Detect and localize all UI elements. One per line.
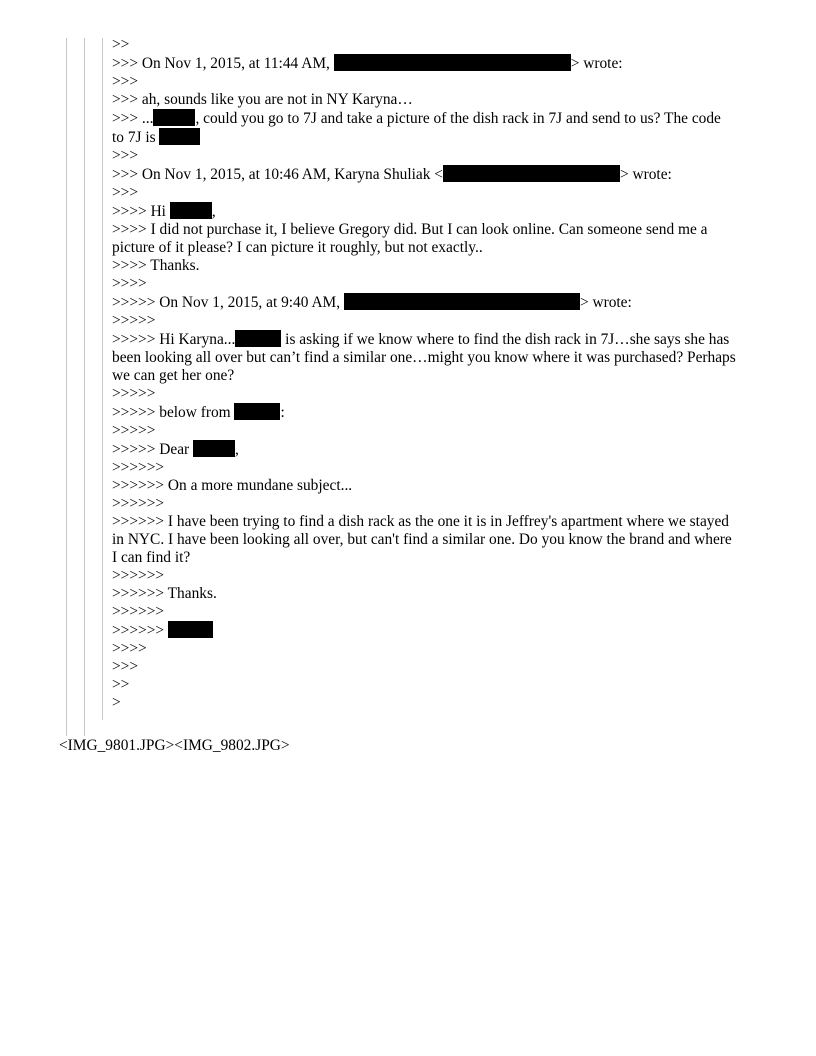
- redaction-box: [334, 54, 571, 71]
- reply-header-suffix: > wrote:: [570, 55, 623, 72]
- reply-header-prefix: >>> On Nov 1, 2015, at 10:46 AM, Karyna Shuliak <: [112, 166, 443, 183]
- reply-header-prefix: >>> On Nov 1, 2015, at 11:44 AM,: [112, 55, 334, 72]
- message-line: [112, 109, 736, 147]
- greeting-suffix: ,: [211, 203, 216, 220]
- redaction-box: [170, 202, 212, 219]
- message-text: , could you go to 7J and take a picture of the dish rack in 7J and send to us? The code to 7J is: [112, 110, 721, 146]
- attachment-list[interactable]: <IMG_9801.JPG><IMG_9802.JPG>: [59, 737, 290, 754]
- message-line: [112, 330, 736, 385]
- redaction-box: [193, 440, 235, 457]
- message-prefix: >>>>> below from: [112, 404, 235, 421]
- redaction-box: [153, 109, 195, 126]
- message-prefix: >>> ...: [112, 110, 154, 127]
- redaction-box: [443, 165, 620, 182]
- reply-header-suffix: > wrote:: [619, 166, 672, 183]
- quote-level-bar: [66, 38, 67, 736]
- message-line: [112, 440, 736, 459]
- quote-line: >>>>>>: [112, 495, 165, 512]
- quote-level-bar: [84, 38, 85, 736]
- reply-header-prefix: >>>>> On Nov 1, 2015, at 9:40 AM,: [112, 294, 344, 311]
- quote-line: >>>>>: [112, 385, 156, 402]
- message-line: >>> ah, sounds like you are not in NY Karyna…: [112, 91, 413, 108]
- message-text: is asking if we know where to find the dish rack in 7J…she says she has been looking all over but can’t find a similar one…might you know where it was purchased? Perhaps we can get her one?: [112, 331, 736, 384]
- reply-header-line: [112, 293, 736, 312]
- quote-line: >>>>>>: [112, 567, 165, 584]
- redaction-box: [234, 403, 280, 420]
- quote-line: >>: [112, 676, 130, 693]
- message-prefix: >>>>> Hi Karyna...: [112, 331, 236, 348]
- greeting-prefix: >>>> Hi: [112, 203, 170, 220]
- quote-line: >: [112, 694, 121, 711]
- quote-line: >>>: [112, 184, 139, 201]
- quote-line: >>>>>>: [112, 603, 165, 620]
- quoted-email-thread: [112, 36, 736, 712]
- quote-line: >>>>>: [112, 312, 156, 329]
- message-line: >>>> I did not purchase it, I believe Gregory did. But I can look online. Can someone send me a picture of it please? I can picture it roughly, but not exactly..: [112, 221, 708, 256]
- quote-line: >>>>: [112, 640, 147, 657]
- quote-line: >>>: [112, 73, 139, 90]
- greeting-suffix: ,: [235, 441, 239, 458]
- redaction-box: [159, 128, 200, 145]
- quote-line: >>>: [112, 147, 139, 164]
- redaction-box: [344, 293, 580, 310]
- quote-line: >>>>>>: [112, 459, 165, 476]
- quote-line: >>>>>: [112, 422, 156, 439]
- signature-prefix: >>>>>>: [112, 622, 168, 639]
- message-line: [112, 202, 736, 221]
- quote-line: >>: [112, 36, 130, 53]
- message-suffix: :: [280, 404, 285, 421]
- reply-header-line: [112, 54, 736, 73]
- quote-line: >>>: [112, 658, 139, 675]
- reply-header-line: [112, 165, 736, 184]
- message-line: >>>>>> On a more mundane subject...: [112, 477, 353, 494]
- signature-line: [112, 621, 736, 640]
- message-line: >>>> Thanks.: [112, 257, 200, 274]
- message-line: >>>>>> Thanks.: [112, 585, 217, 602]
- redaction-box: [235, 330, 281, 347]
- message-line: [112, 403, 736, 422]
- redaction-box: [168, 621, 213, 638]
- greeting-prefix: >>>>> Dear: [112, 441, 193, 458]
- quote-level-bar: [102, 38, 103, 720]
- quote-line: >>>>: [112, 275, 147, 292]
- message-line: >>>>>> I have been trying to find a dish rack as the one it is in Jeffrey's apartment where we stayed in NYC. I have been looking all over, but can't find a similar one. Do you know the brand and where I can find it?: [112, 513, 732, 566]
- reply-header-suffix: > wrote:: [579, 294, 632, 311]
